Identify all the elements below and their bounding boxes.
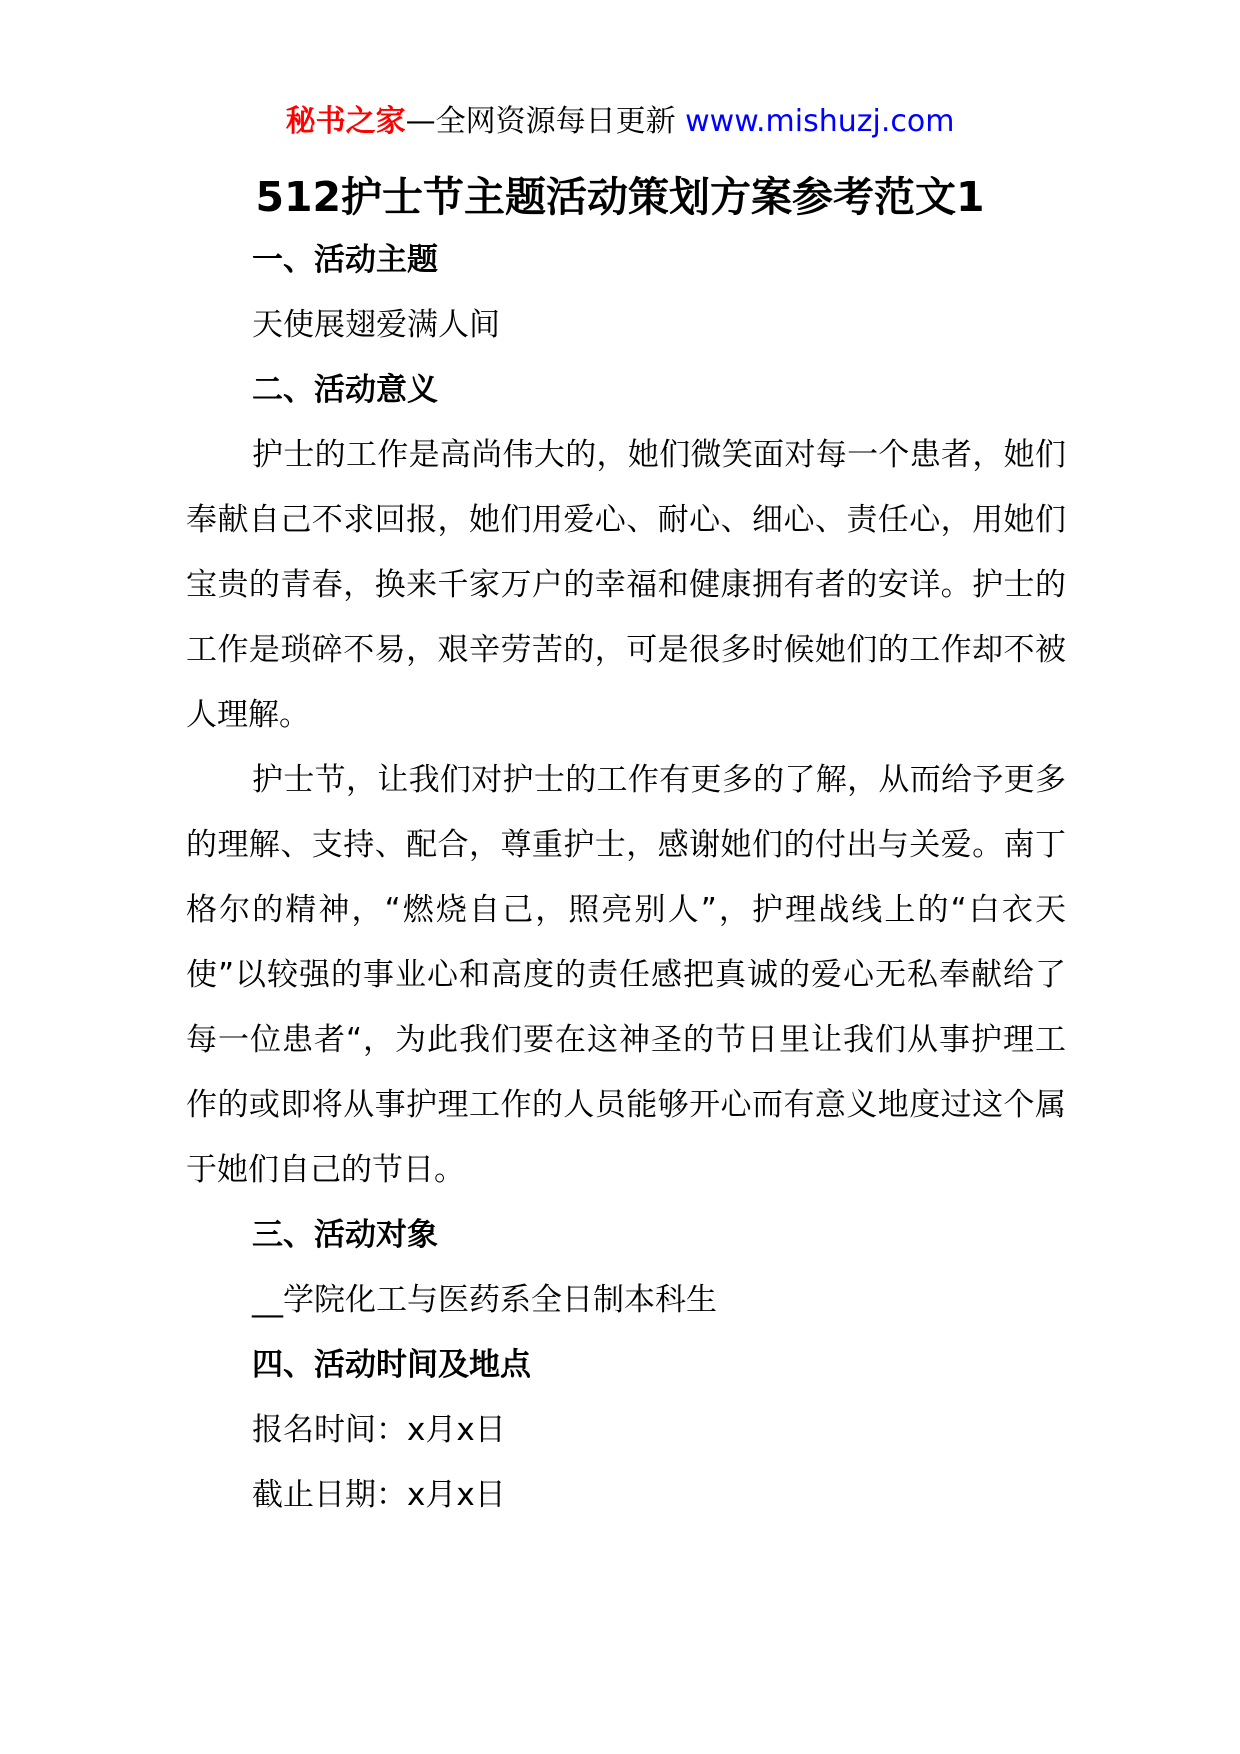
site-brand: 秘书之家 [285, 104, 406, 139]
document-title: 512护士节主题活动策划方案参考范文1 [255, 173, 985, 221]
site-url-link[interactable]: www.mishuzj.com [685, 104, 955, 139]
registration-time: 报名时间：x月x日 [252, 1412, 506, 1448]
paragraph-significance-2: 护士节，让我们对护士的工作有更多的了解，从而给予更多的理解、支持、配合，尊重护士，感谢她们的付出与关爱。南丁格尔的精神，“燃烧自己，照亮别人”，护理战线上的“白衣天使”以较强的事业心和高度的责任感把真诚的爱心无私奉献给了每一位患者“，为此我们要在这神圣的节日里让我们从事护理工作的或即将从事护理工作的人员能够开心而有意义地度过这个属于她们自己的节日。 [186, 762, 1066, 1188]
site-slogan: —全网资源每日更新 [405, 104, 686, 139]
section-heading-audience: 三、活动对象 [252, 1217, 438, 1253]
section-heading-theme: 一、活动主题 [252, 242, 438, 278]
section-text-theme: 天使展翅爱满人间 [252, 307, 500, 343]
section-text-audience: __学院化工与医药系全日制本科生 [252, 1282, 717, 1318]
deadline-date: 截止日期：x月x日 [252, 1477, 506, 1513]
section-heading-time-place: 四、活动时间及地点 [252, 1347, 531, 1383]
document-body [186, 228, 1066, 1528]
paragraph-significance-1: 护士的工作是高尚伟大的，她们微笑面对每一个患者，她们奉献自己不求回报，她们用爱心、耐心、细心、责任心，用她们宝贵的青春，换来千家万户的幸福和健康拥有者的安详。护士的工作是琐碎不易，艰辛劳苦的，可是很多时候她们的工作却不被人理解。 [186, 437, 1066, 733]
section-heading-significance: 二、活动意义 [252, 372, 438, 408]
site-header [0, 100, 1240, 144]
